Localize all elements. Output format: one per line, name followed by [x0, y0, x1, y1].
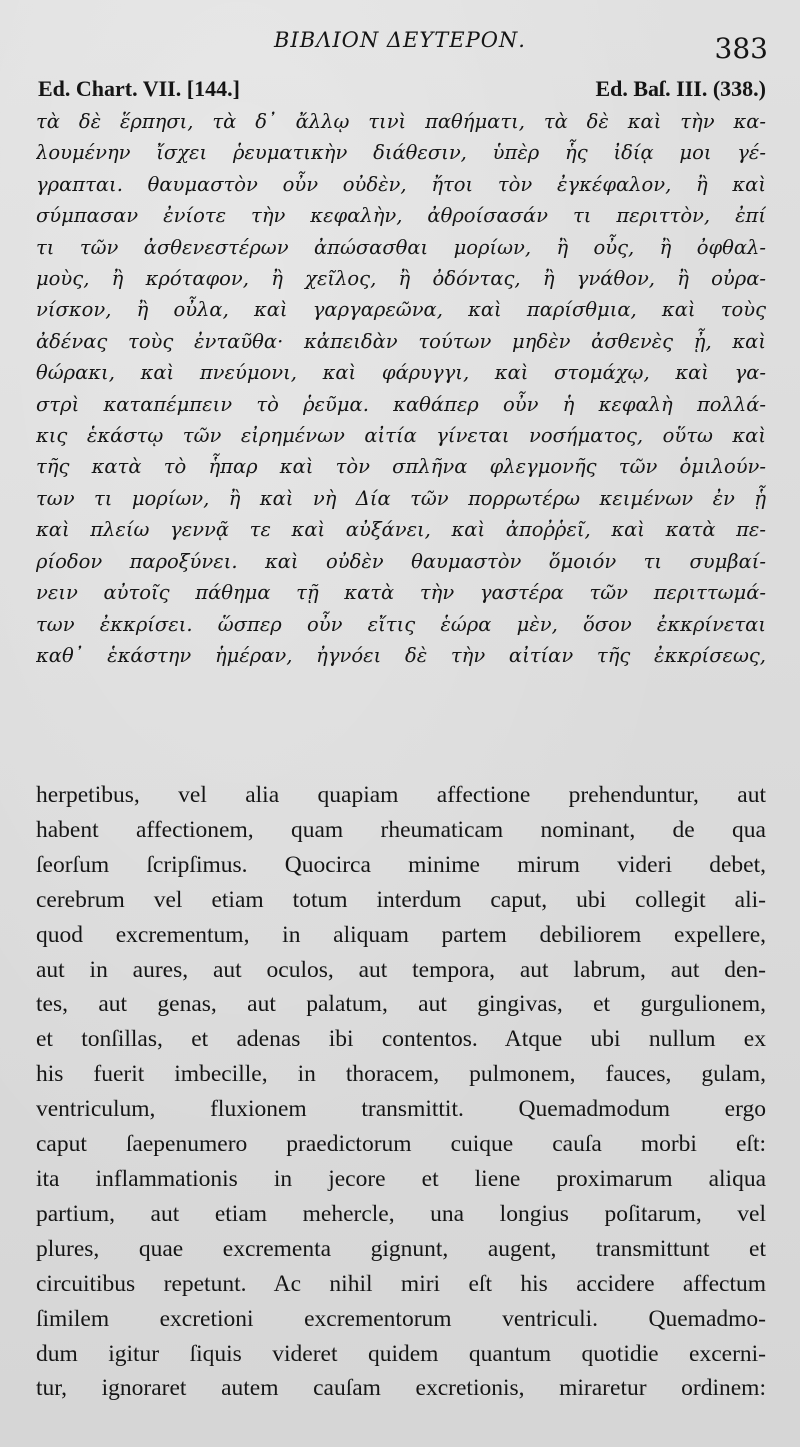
- edition-basel-reference: Ed. Baſ. III. (338.): [595, 76, 766, 101]
- greek-line: τῆς κατὰ τὸ ἧπαρ καὶ τὸν σπλῆνα φλεγμονῆς τῶν ὁμιλούν-: [36, 455, 766, 479]
- greek-line: γραπται. θαυμαστὸν οὖν οὐδὲν, ἤτοι τὸν ἐγκέφαλον, ἢ καὶ: [36, 172, 766, 196]
- latin-line: aut in aures, aut oculos, aut tempora, aut labrum, aut den-: [36, 956, 766, 983]
- greek-line: των τι μορίων, ἢ καὶ νὴ Δία τῶν πορρωτέρω κειμένων ἐν ᾗ: [36, 486, 766, 510]
- latin-text-block: [36, 778, 766, 1406]
- greek-line: νειν αὐτοῖς πάθημα τῇ κατὰ τὴν γαστέρα τῶν περιττωμά-: [36, 581, 766, 605]
- greek-line: κις ἑκάστῳ τῶν εἰρημένων αἰτία γίνεται νοσήματος, οὕτω καὶ: [36, 424, 766, 448]
- latin-line: cerebrum vel etiam totum interdum caput, ubi collegit ali-: [36, 886, 766, 913]
- greek-line: ἀδένας τοὺς ἐνταῦθα· κἀπειδὰν τούτων μηδὲν ἀσθενὲς ᾖ, καὶ: [36, 329, 766, 353]
- latin-line: ſeorſum ſcripſimus. Quocirca minime mirum videri debet,: [36, 851, 766, 878]
- latin-line: plures, quae excrementa gignunt, augent, transmittunt et: [36, 1235, 766, 1262]
- greek-line: στρὶ καταπέμπειν τὸ ῥεῦμα. καθάπερ οὖν ἡ κεφαλὴ πολλά-: [36, 392, 766, 416]
- edition-chart-reference: Ed. Chart. VII. [144.]: [38, 76, 240, 101]
- greek-line: θώρακι, καὶ πνεύμονι, καὶ φάρυγγι, καὶ στομάχῳ, καὶ γα-: [36, 361, 766, 385]
- greek-line: τι τῶν ἀσθενεστέρων ἀπώσασθαι μορίων, ἢ οὖς, ἢ ὀφθαλ-: [36, 235, 766, 259]
- greek-line: καὶ πλείω γεννᾷ τε καὶ αὐξάνει, καὶ ἀποῤῥεῖ, καὶ κατὰ πε-: [36, 518, 766, 542]
- latin-line: ventriculum, fluxionem transmittit. Quemadmodum ergo: [36, 1096, 766, 1123]
- latin-line: his fuerit imbecille, in thoracem, pulmonem, fauces, gulam,: [36, 1061, 766, 1088]
- greek-text-block: [36, 106, 766, 671]
- greek-line: ρίοδον παροξύνει. καὶ οὐδὲν θαυμαστὸν ὅμοιόν τι συμβαί-: [36, 549, 766, 573]
- greek-line: σύμπασαν ἐνίοτε τὴν κεφαλὴν, ἀθροίσασάν τι περιττὸν, ἐπί: [36, 204, 766, 228]
- page-number: 383: [714, 32, 768, 65]
- greek-line: των ἐκκρίσει. ὥσπερ οὖν εἴτις ἑώρα μὲν, ὅσον ἐκκρίνεται: [36, 612, 766, 636]
- running-title: ΒΙΒΛΙΟΝ ΔΕΥΤΕΡΟΝ.: [274, 28, 526, 52]
- latin-line: quod excrementum, in aliquam partem debiliorem expellere,: [36, 921, 766, 948]
- latin-line: partium, aut etiam mehercle, una longius poſitarum, vel: [36, 1200, 766, 1227]
- latin-line: et tonſillas, et adenas ibi contentos. Atque ubi nullum ex: [36, 1026, 766, 1053]
- latin-line: herpetibus, vel alia quapiam affectione prehenduntur, aut: [36, 782, 766, 808]
- greek-line: λουμένην ἴσχει ῥευματικὴν διάθεσιν, ὑπὲρ ἧς ἰδίᾳ μοι γέ-: [36, 141, 766, 165]
- latin-line: ſimilem excretioni excrementorum ventriculi. Quemadmo-: [36, 1305, 766, 1332]
- greek-line: τὰ δὲ ἕρπησι, τὰ δ᾽ ἄλλῳ τινὶ παθήματι, τὰ δὲ καὶ τὴν κα-: [36, 110, 766, 133]
- latin-line: ita inflammationis in jecore et liene proximarum aliqua: [36, 1165, 766, 1192]
- greek-line: καθ᾽ ἑκάστην ἡμέραν, ἠγνόει δὲ τὴν αἰτίαν τῆς ἐκκρίσεως,: [36, 643, 766, 667]
- latin-line: dum igitur ſiquis videret quidem quantum quotidie excerni-: [36, 1340, 766, 1367]
- edition-reference-line: [38, 76, 766, 102]
- latin-line: tes, aut genas, aut palatum, aut gingivas, et gurgulionem,: [36, 991, 766, 1018]
- greek-line: νίσκον, ἢ οὖλα, καὶ γαργαρεῶνα, καὶ παρίσθμια, καὶ τοὺς: [36, 298, 766, 322]
- latin-line: circuitibus repetunt. Ac nihil miri eſt his accidere affectum: [36, 1270, 766, 1297]
- latin-line: caput ſaepenumero praedictorum cuique cauſa morbi eſt:: [36, 1131, 766, 1158]
- greek-line: μοὺς, ἢ κρόταφον, ἢ χεῖλος, ἢ ὀδόντας, ἢ γνάθον, ἢ οὐρα-: [36, 267, 766, 291]
- latin-line: tur, ignoraret autem cauſam excretionis, miraretur ordinem:: [36, 1375, 766, 1402]
- latin-line: habent affectionem, quam rheumaticam nominant, de qua: [36, 816, 766, 843]
